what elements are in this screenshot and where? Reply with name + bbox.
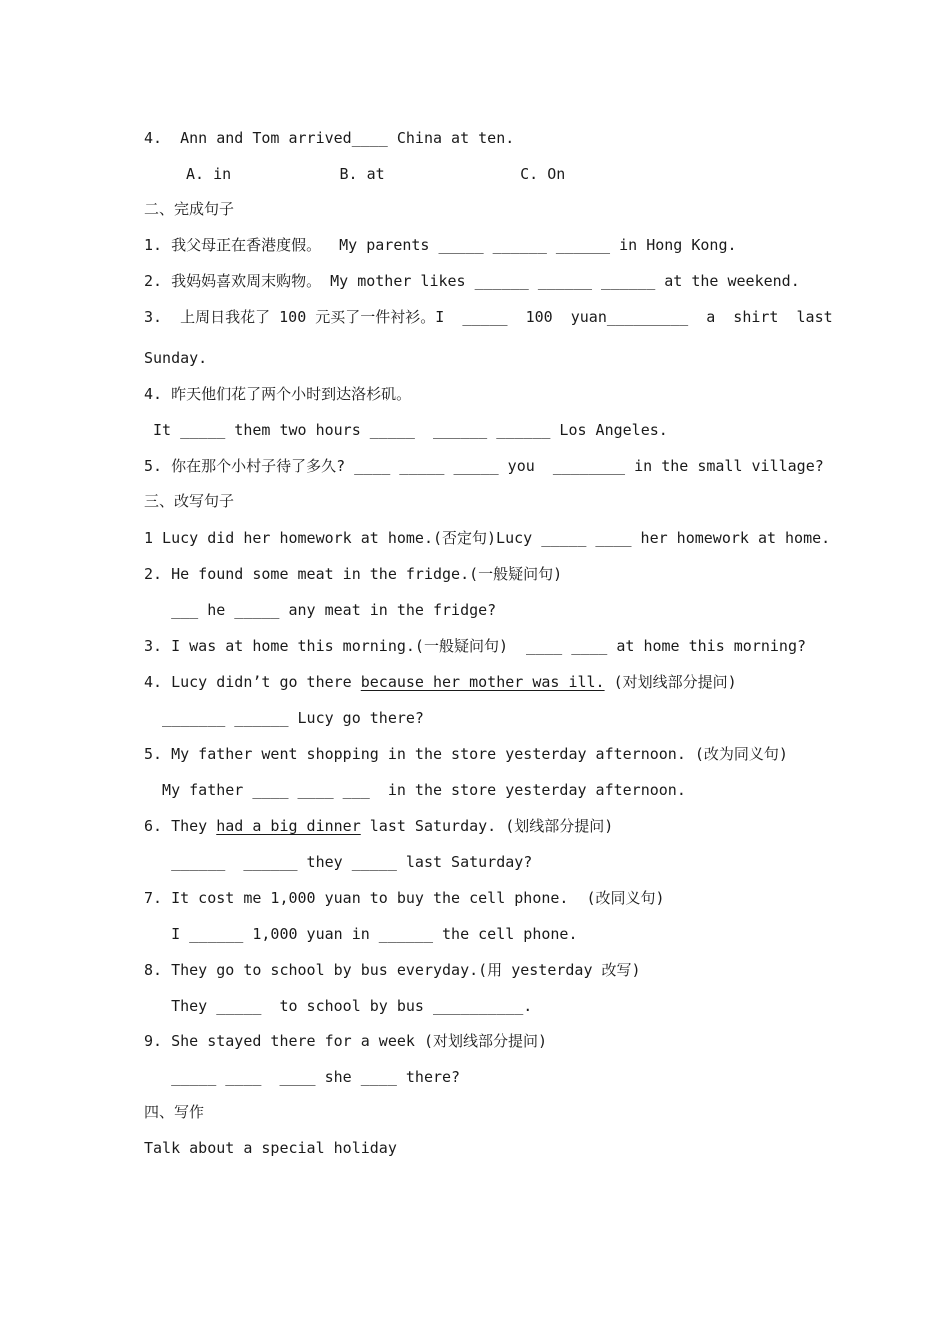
sec3-item-4-answer: _______ ______ Lucy go there?: [144, 709, 424, 727]
writing-prompt: Talk about a special holiday: [144, 1139, 397, 1157]
sec3-item-6-underlined: had a big dinner: [216, 817, 361, 835]
sec3-item-2-answer: ___ he _____ any meat in the fridge?: [144, 601, 497, 619]
sec2-item-4-answer: It _____ them two hours _____ ______ ______ Los Angeles.: [144, 421, 668, 439]
sec2-item-1: 1. 我父母正在香港度假。 My parents _____ ______ ______ in Hong Kong.: [144, 236, 737, 254]
sec3-item-6: [144, 816, 613, 836]
sec3-item-5: 5. My father went shopping in the store yesterday afternoon. (改为同义句): [144, 745, 788, 763]
sec3-item-1: 1 Lucy did her homework at home.(否定句)Lucy _____ ____ her homework at home.: [144, 529, 831, 547]
sec2-item-5: 5. 你在那个小村子待了多久? ____ _____ _____ you ________ in the small village?: [144, 457, 824, 475]
sec2-item-2: 2. 我妈妈喜欢周末购物。 My mother likes ______ ______ ______ at the weekend.: [144, 272, 800, 290]
sec3-item-9: 9. She stayed there for a week (对划线部分提问): [144, 1032, 548, 1050]
sec2-item-3: 3. 上周日我花了 100 元买了一件衬衫。I _____ 100 yuan_________ a shirt last: [144, 308, 833, 326]
sec3-item-4-post: (对划线部分提问): [604, 673, 737, 691]
sec3-item-6-pre: 6. They: [144, 817, 217, 835]
section-2-heading: 二、完成句子: [144, 200, 235, 218]
section-3-heading: 三、改写句子: [144, 492, 235, 510]
sec3-item-7: 7. It cost me 1,000 yuan to buy the cell phone. (改同义句): [144, 889, 665, 907]
sec2-item-3-cont: Sunday.: [144, 349, 208, 367]
sec3-item-9-answer: _____ ____ ____ she ____ there?: [144, 1068, 461, 1086]
sec3-item-5-answer: My father ____ ____ ___ in the store yesterday afternoon.: [144, 781, 686, 799]
sec3-item-2: 2. He found some meat in the fridge.(一般疑问句): [144, 565, 563, 583]
sec3-item-8: 8. They go to school by bus everyday.(用 yesterday 改写): [144, 961, 641, 979]
question-4-options: A. in B. at C. On: [186, 165, 566, 183]
sec3-item-6-answer: ______ ______ they _____ last Saturday?: [144, 853, 533, 871]
sec3-item-8-answer: They _____ to school by bus __________.: [144, 997, 533, 1015]
sec3-item-3: 3. I was at home this morning.(一般疑问句) ____ ____ at home this morning?: [144, 637, 807, 655]
sec3-item-6-post: last Saturday. (划线部分提问): [360, 817, 614, 835]
sec3-item-4-pre: 4. Lucy didn’t go there: [144, 673, 361, 691]
section-4-heading: 四、写作: [144, 1103, 205, 1121]
sec2-item-4: 4. 昨天他们花了两个小时到达洛杉矶。: [144, 385, 412, 403]
sec3-item-7-answer: I ______ 1,000 yuan in ______ the cell phone.: [144, 925, 578, 943]
sec3-item-4-underlined: because her mother was ill.: [360, 673, 605, 691]
sec3-item-4: [144, 672, 737, 692]
question-4: 4. Ann and Tom arrived____ China at ten.: [144, 129, 515, 147]
